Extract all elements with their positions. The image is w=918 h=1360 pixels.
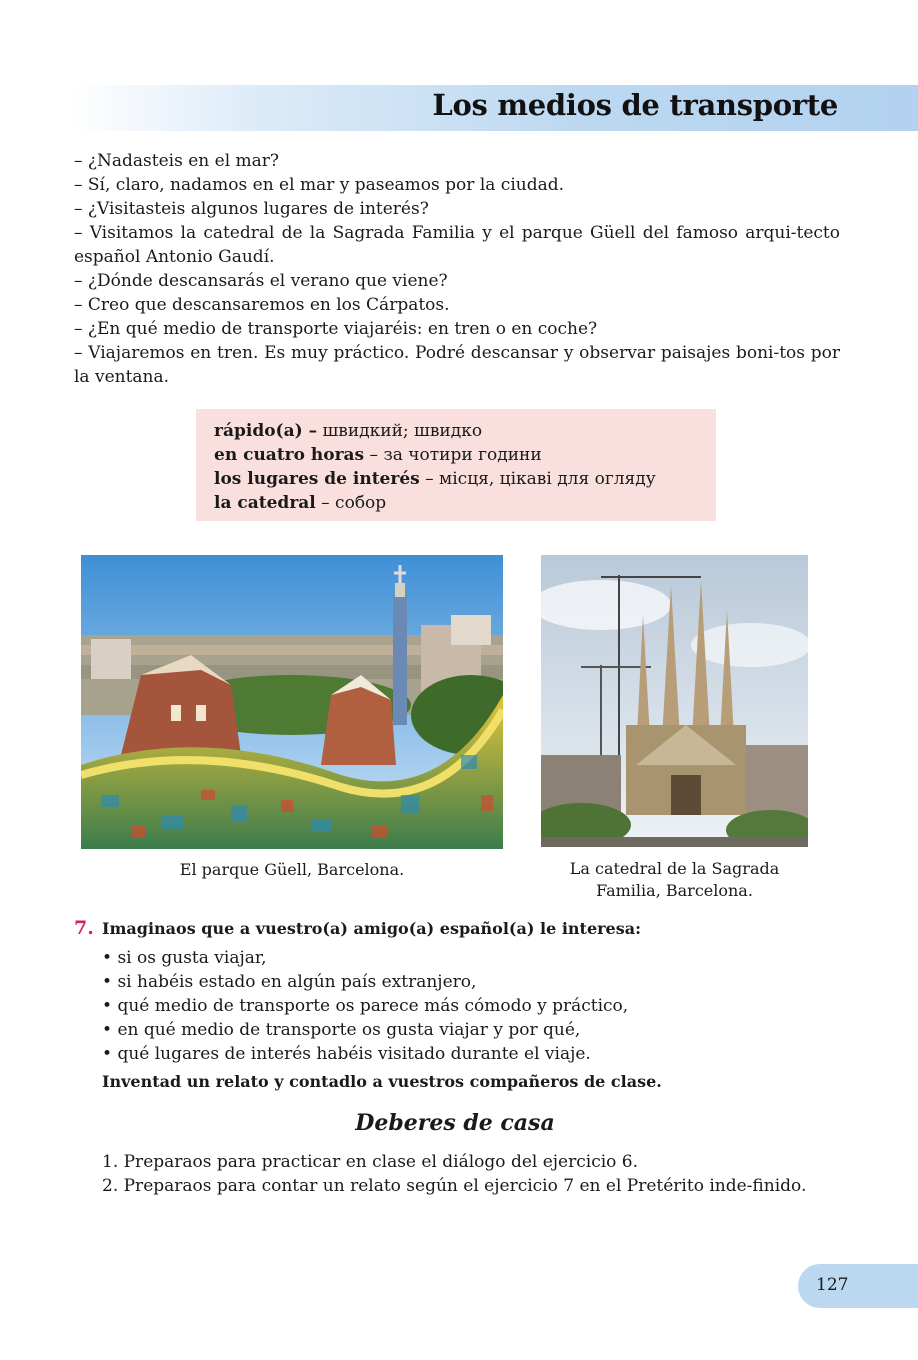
dialogue-line: – Sí, claro, nadamos en el mar y paseamos por la ciudad.	[74, 175, 565, 195]
list-item: • en qué medio de transporte os gusta viajar y por qué,	[102, 1018, 628, 1042]
list-item: • si habéis estado en algún país extranjero,	[102, 970, 628, 994]
vocabulary-translation: швидкий; швидко	[317, 421, 483, 441]
list-item: • qué lugares de interés habéis visitado durante el viaje.	[102, 1042, 628, 1066]
dialogue-line: – ¿Dónde descansarás el verano que viene?	[74, 271, 448, 291]
page-title: Los medios de transporte	[432, 88, 838, 122]
exercise-bullet-list	[102, 946, 628, 1066]
sagrada-familia-photo	[541, 555, 808, 847]
homework-item: 2. Preparaos para contar un relato según el ejercicio 7 en el Pretérito inde-finido.	[102, 1176, 807, 1196]
caption-line: La catedral de la Sagrada	[569, 859, 780, 878]
vocabulary-term: en cuatro horas	[214, 445, 365, 465]
dialogue-line: – Viajaremos en tren. Es muy práctico. Podré descansar y observar paisajes boni-tos por la ventana.	[74, 343, 840, 387]
dialogue-line: – ¿En qué medio de transporte viajaréis: en tren o en coche?	[74, 319, 598, 339]
exercise-instruction: Imaginaos que a vuestro(a) amigo(a) español(a) le interesa:	[102, 919, 642, 938]
homework-item: 1. Preparaos para practicar en clase el diálogo del ejercicio 6.	[102, 1152, 639, 1172]
homework-list	[74, 1150, 840, 1198]
exercise-task: Inventad un relato y contadlo a vuestros compañeros de clase.	[102, 1072, 662, 1091]
vocabulary-term: la catedral	[214, 493, 316, 513]
page-number: 127	[816, 1275, 849, 1295]
homework-title: Deberes de casa	[355, 1110, 555, 1136]
dialogue	[74, 149, 840, 389]
vocabulary-entry	[214, 443, 716, 467]
list-item: • qué medio de transporte os parece más cómodo y práctico,	[102, 994, 628, 1018]
vocabulary-translation: – собор	[315, 493, 387, 513]
vocabulary-term: rápido(a) –	[214, 421, 318, 441]
exercise-number: 7.	[74, 917, 94, 939]
dialogue-line: – Visitamos la catedral de la Sagrada Familia y el parque Güell del famoso arqui-tecto español Antonio Gaudí.	[74, 223, 840, 267]
dialogue-line: – Creo que descansaremos en los Cárpatos.	[74, 295, 450, 315]
vocabulary-translation: – за чотири години	[364, 445, 542, 465]
vocabulary-entry	[214, 491, 716, 515]
vocabulary-box	[196, 409, 716, 521]
park-guell-caption: El parque Güell, Barcelona.	[179, 860, 405, 879]
vocabulary-term: los lugares de interés	[214, 469, 420, 489]
vocabulary-entry	[214, 419, 716, 443]
sagrada-familia-caption	[541, 858, 808, 902]
park-guell-photo	[81, 555, 503, 849]
vocabulary-translation: – місця, цікаві для огляду	[419, 469, 656, 489]
list-item: • si os gusta viajar,	[102, 946, 628, 970]
vocabulary-entry	[214, 467, 716, 491]
caption-line: Familia, Barcelona.	[596, 881, 753, 900]
dialogue-line: – ¿Nadasteis en el mar?	[74, 151, 280, 171]
dialogue-line: – ¿Visitasteis algunos lugares de interés?	[74, 199, 429, 219]
